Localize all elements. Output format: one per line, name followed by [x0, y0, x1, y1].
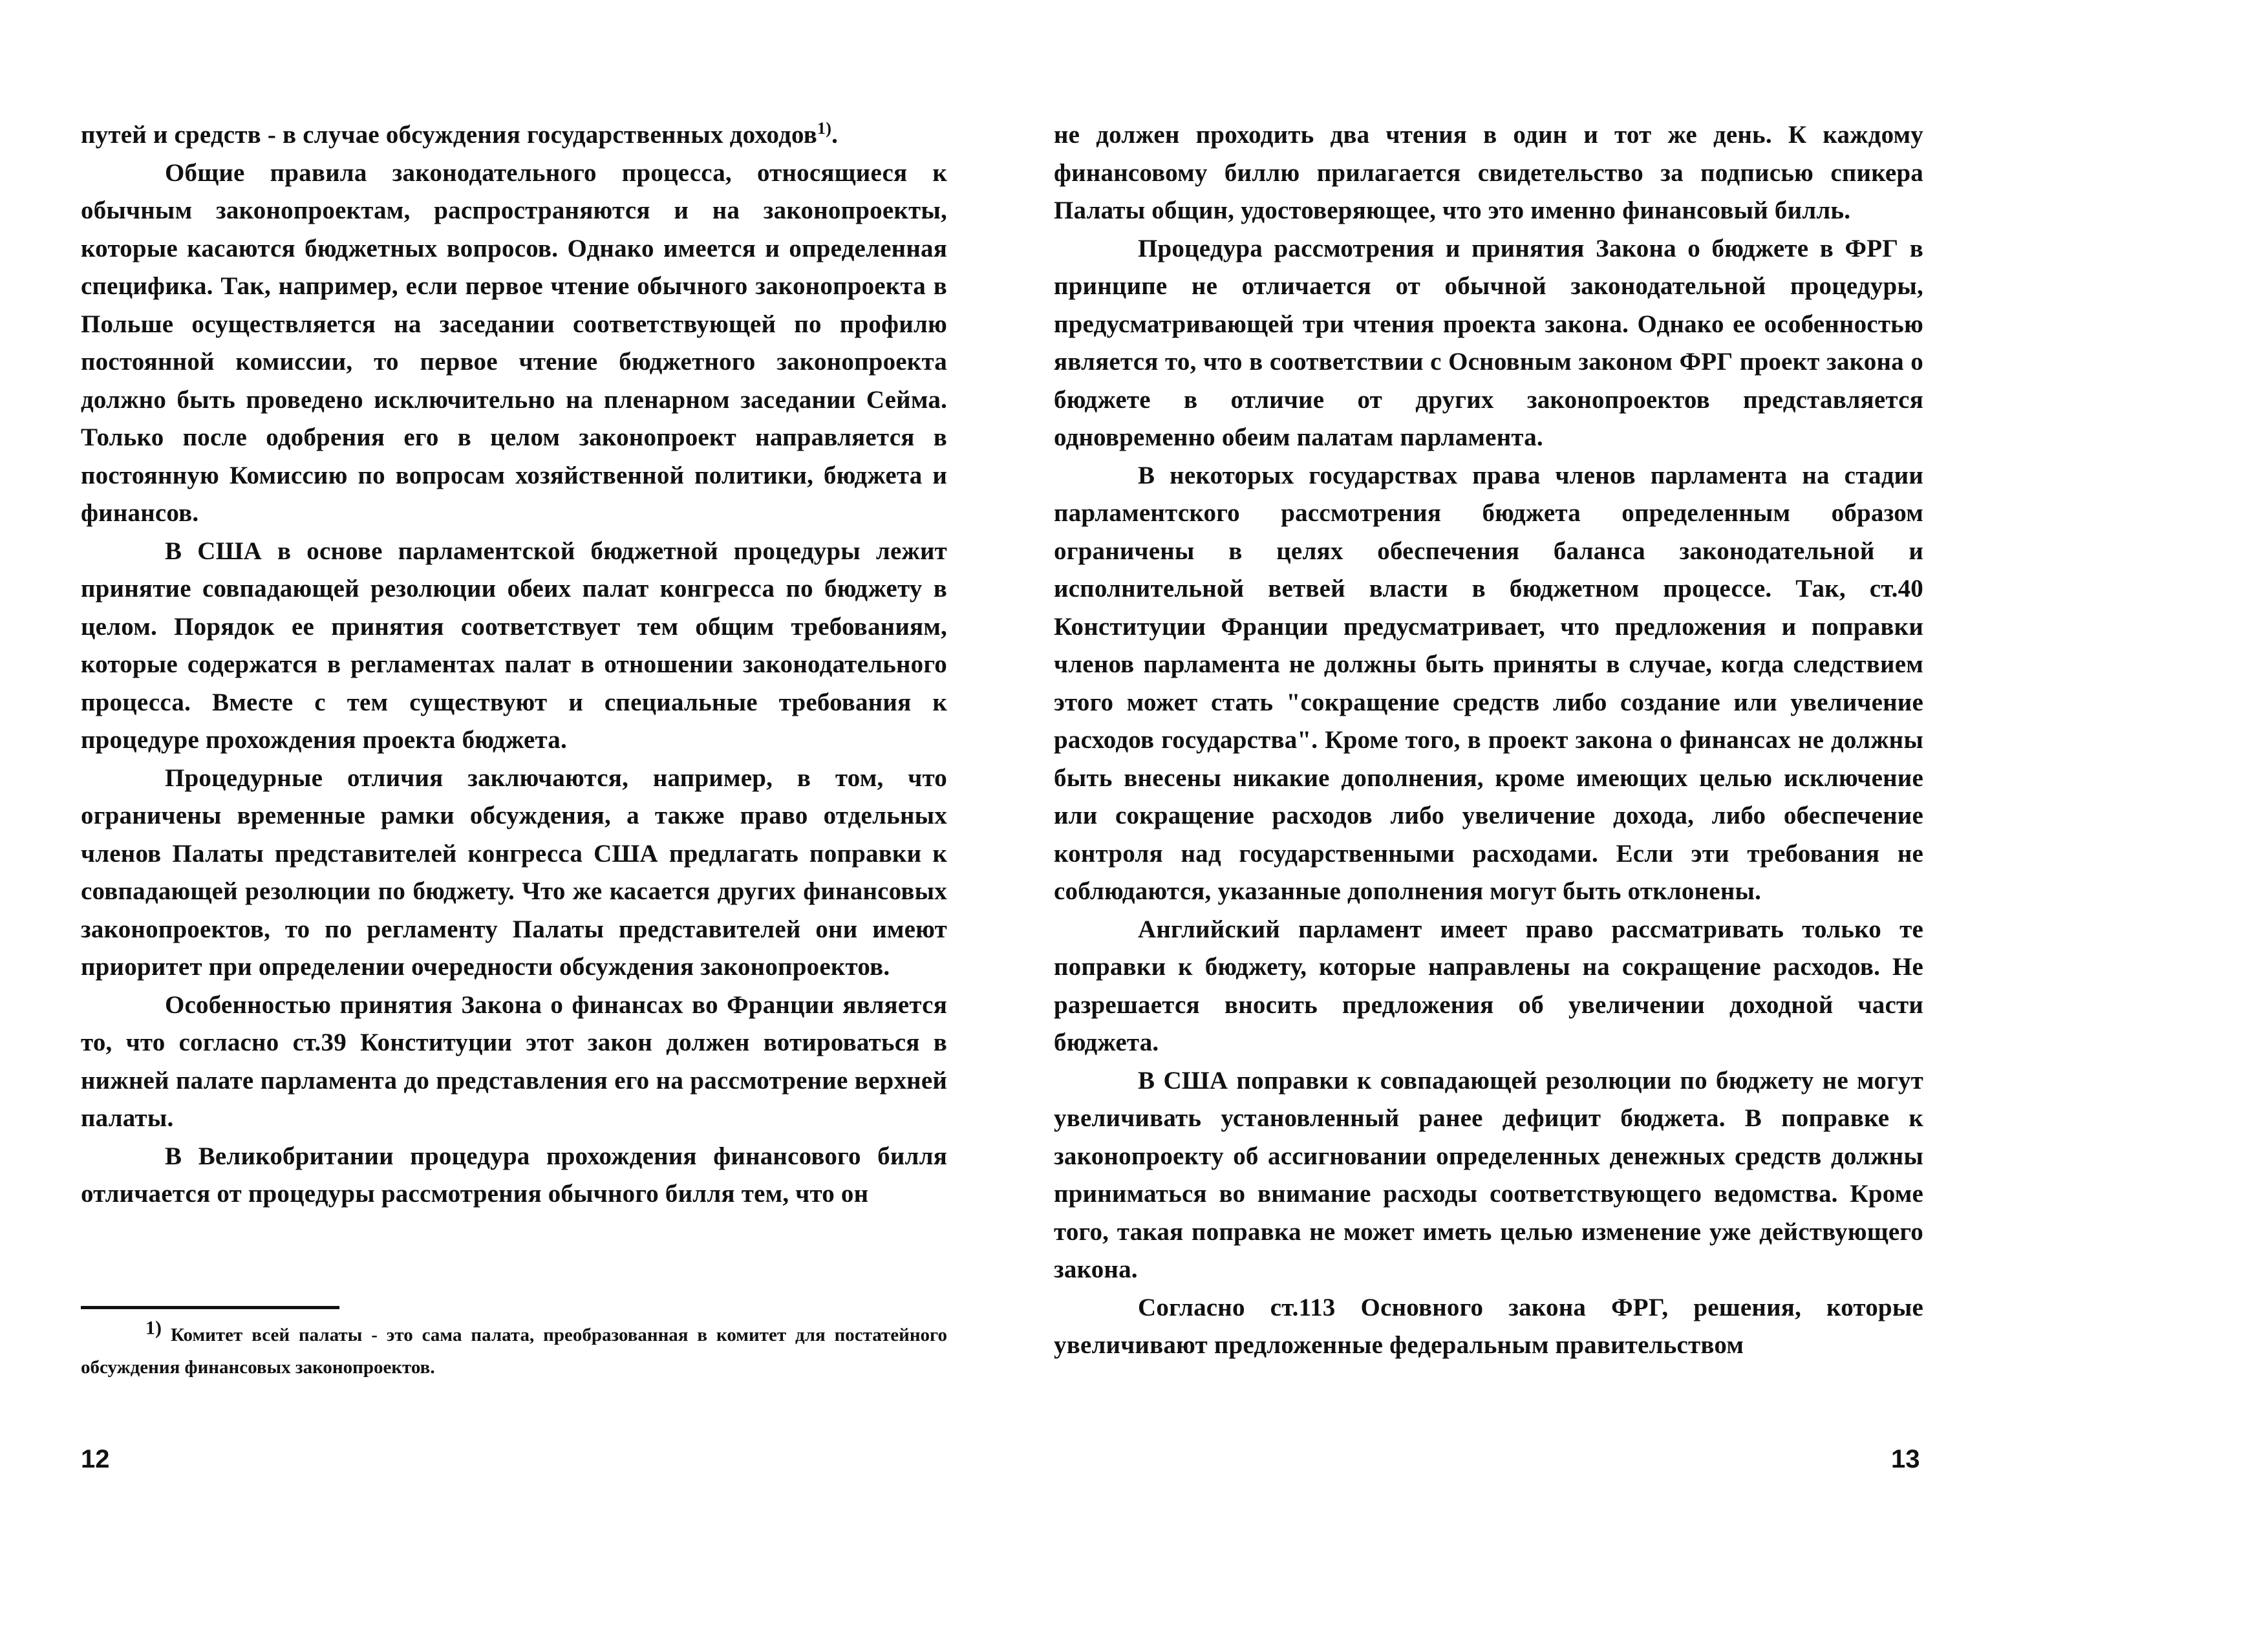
left-paragraph-4: Процедурные отличия заключаются, например, в том, что ограничены временные рамки обсуждения, а также право отдельных членов Палаты представителей конгресса США предлагать поправки к совпадающей резолюции по бюджету. Что же касается других финансовых законопроектов, то по регламенту Палаты представителей они имеют приоритет при определении очередности обсуждения законопроектов. — [81, 764, 947, 981]
footnote-text: Комитет всей палаты - это сама палата, преобразованная в комитет для постатейного обсуждения финансовых законопроектов. — [81, 1325, 948, 1378]
right-paragraph-4: Английский парламент имеет право рассматривать только те поправки к бюджету, которые направлены на сокращение расходов. Не разрешается вносить предложения об увеличении доходной части бюджета. — [1054, 915, 1923, 1056]
left-paragraph-6: В Великобритании процедура прохождения финансового билля отличается от процедуры рассмотрения обычного билля тем, что он — [81, 1142, 947, 1208]
footnote-divider — [81, 1306, 339, 1309]
right-paragraph-5: В США поправки к совпадающей резолюции по бюджету не могут увеличивать установленный ранее дефицит бюджета. В поправке к законопроекту об ассигновании определенных денежных средств должны приниматься во внимание расходы соответствующего ведомства. Кроме того, такая поправка не может иметь целью изменение уже действующего закона. — [1054, 1066, 1923, 1283]
left-paragraph-1 — [81, 116, 947, 155]
footnote — [81, 1319, 947, 1384]
right-paragraph-2: Процедура рассмотрения и принятия Закона о бюджете в ФРГ в принципе не отличается от обычной законодательной процедуры, предусматривающей три чтения проекта закона. Однако ее особенностью является то, что в соответствии с Основным законом ФРГ проект закона о бюджете в отличие от других законопроектов представляется одновременно обеим палатам парламента. — [1054, 234, 1923, 451]
right-paragraph-1: не должен проходить два чтения в один и тот же день. К каждому финансовому биллю прилагается свидетельство за подписью спикера Палаты общин, удостоверяющее, что это именно финансовый билль. — [1054, 121, 1923, 224]
page-number-right: 13 — [1891, 1445, 1920, 1473]
right-paragraph-3: В некоторых государствах права членов парламента на стадии парламентского рассмотрения бюджета определенным образом ограничены в целях обеспечения баланса законодательной и исполнительной ветвей власти в бюджетном процессе. Так, ст.40 Конституции Франции предусматривает, что предложения и поправки членов парламента не должны быть приняты в случае, когда следствием этого может стать "сокращение средств либо создание или увеличение расходов государства". Кроме того, в проект закона о финансах не должны быть внесены никакие дополнения, кроме имеющих целью исключение или сокращение расходов либо увеличение дохода, либо обеспечение контроля над государственными расходами. Если эти требования не соблюдаются, указанные дополнения могут быть отклонены. — [1054, 461, 1923, 905]
left-paragraph-1-tail: . — [831, 121, 839, 149]
right-page — [1054, 116, 1923, 1365]
left-paragraph-2: Общие правила законодательного процесса, относящиеся к обычным законопроектам, распространяются и на законопроекты, которые касаются бюджетных вопросов. Однако имеется и определенная специфика. Так, например, если первое чтение обычного законопроекта в Польше осуществляется на заседании соответствующей по профилю постоянной комиссии, то первое чтение бюджетного законопроекта должно быть проведено исключительно на пленарном заседании Сейма. Только после одобрения его в целом законопроект направляется в постоянную Комиссию по вопросам хозяйственной политики, бюджета и финансов. — [81, 158, 947, 527]
footnote-marker: 1) — [145, 1317, 162, 1339]
left-paragraph-1-text: путей и средств - в случае обсуждения государственных доходов — [81, 121, 818, 149]
left-page — [81, 116, 947, 1213]
left-paragraph-3: В США в основе парламентской бюджетной процедуры лежит принятие совпадающей резолюции обеих палат конгресса по бюджету в целом. Порядок ее принятия соответствует тем общим требованиям, которые содержатся в регламентах палат в отношении законодательного процесса. Вместе с тем существуют и специальные требования к процедуре прохождения проекта бюджета. — [81, 537, 947, 754]
left-paragraph-5: Особенностью принятия Закона о финансах во Франции является то, что согласно ст.39 Конституции этот закон должен вотироваться в нижней палате парламента до представления его на рассмотрение верхней палаты. — [81, 990, 947, 1132]
footnote-reference: 1) — [817, 119, 832, 138]
right-paragraph-6: Согласно ст.113 Основного закона ФРГ, решения, которые увеличивают предложенные федеральным правительством — [1054, 1293, 1923, 1359]
page-number-left: 12 — [81, 1445, 110, 1473]
